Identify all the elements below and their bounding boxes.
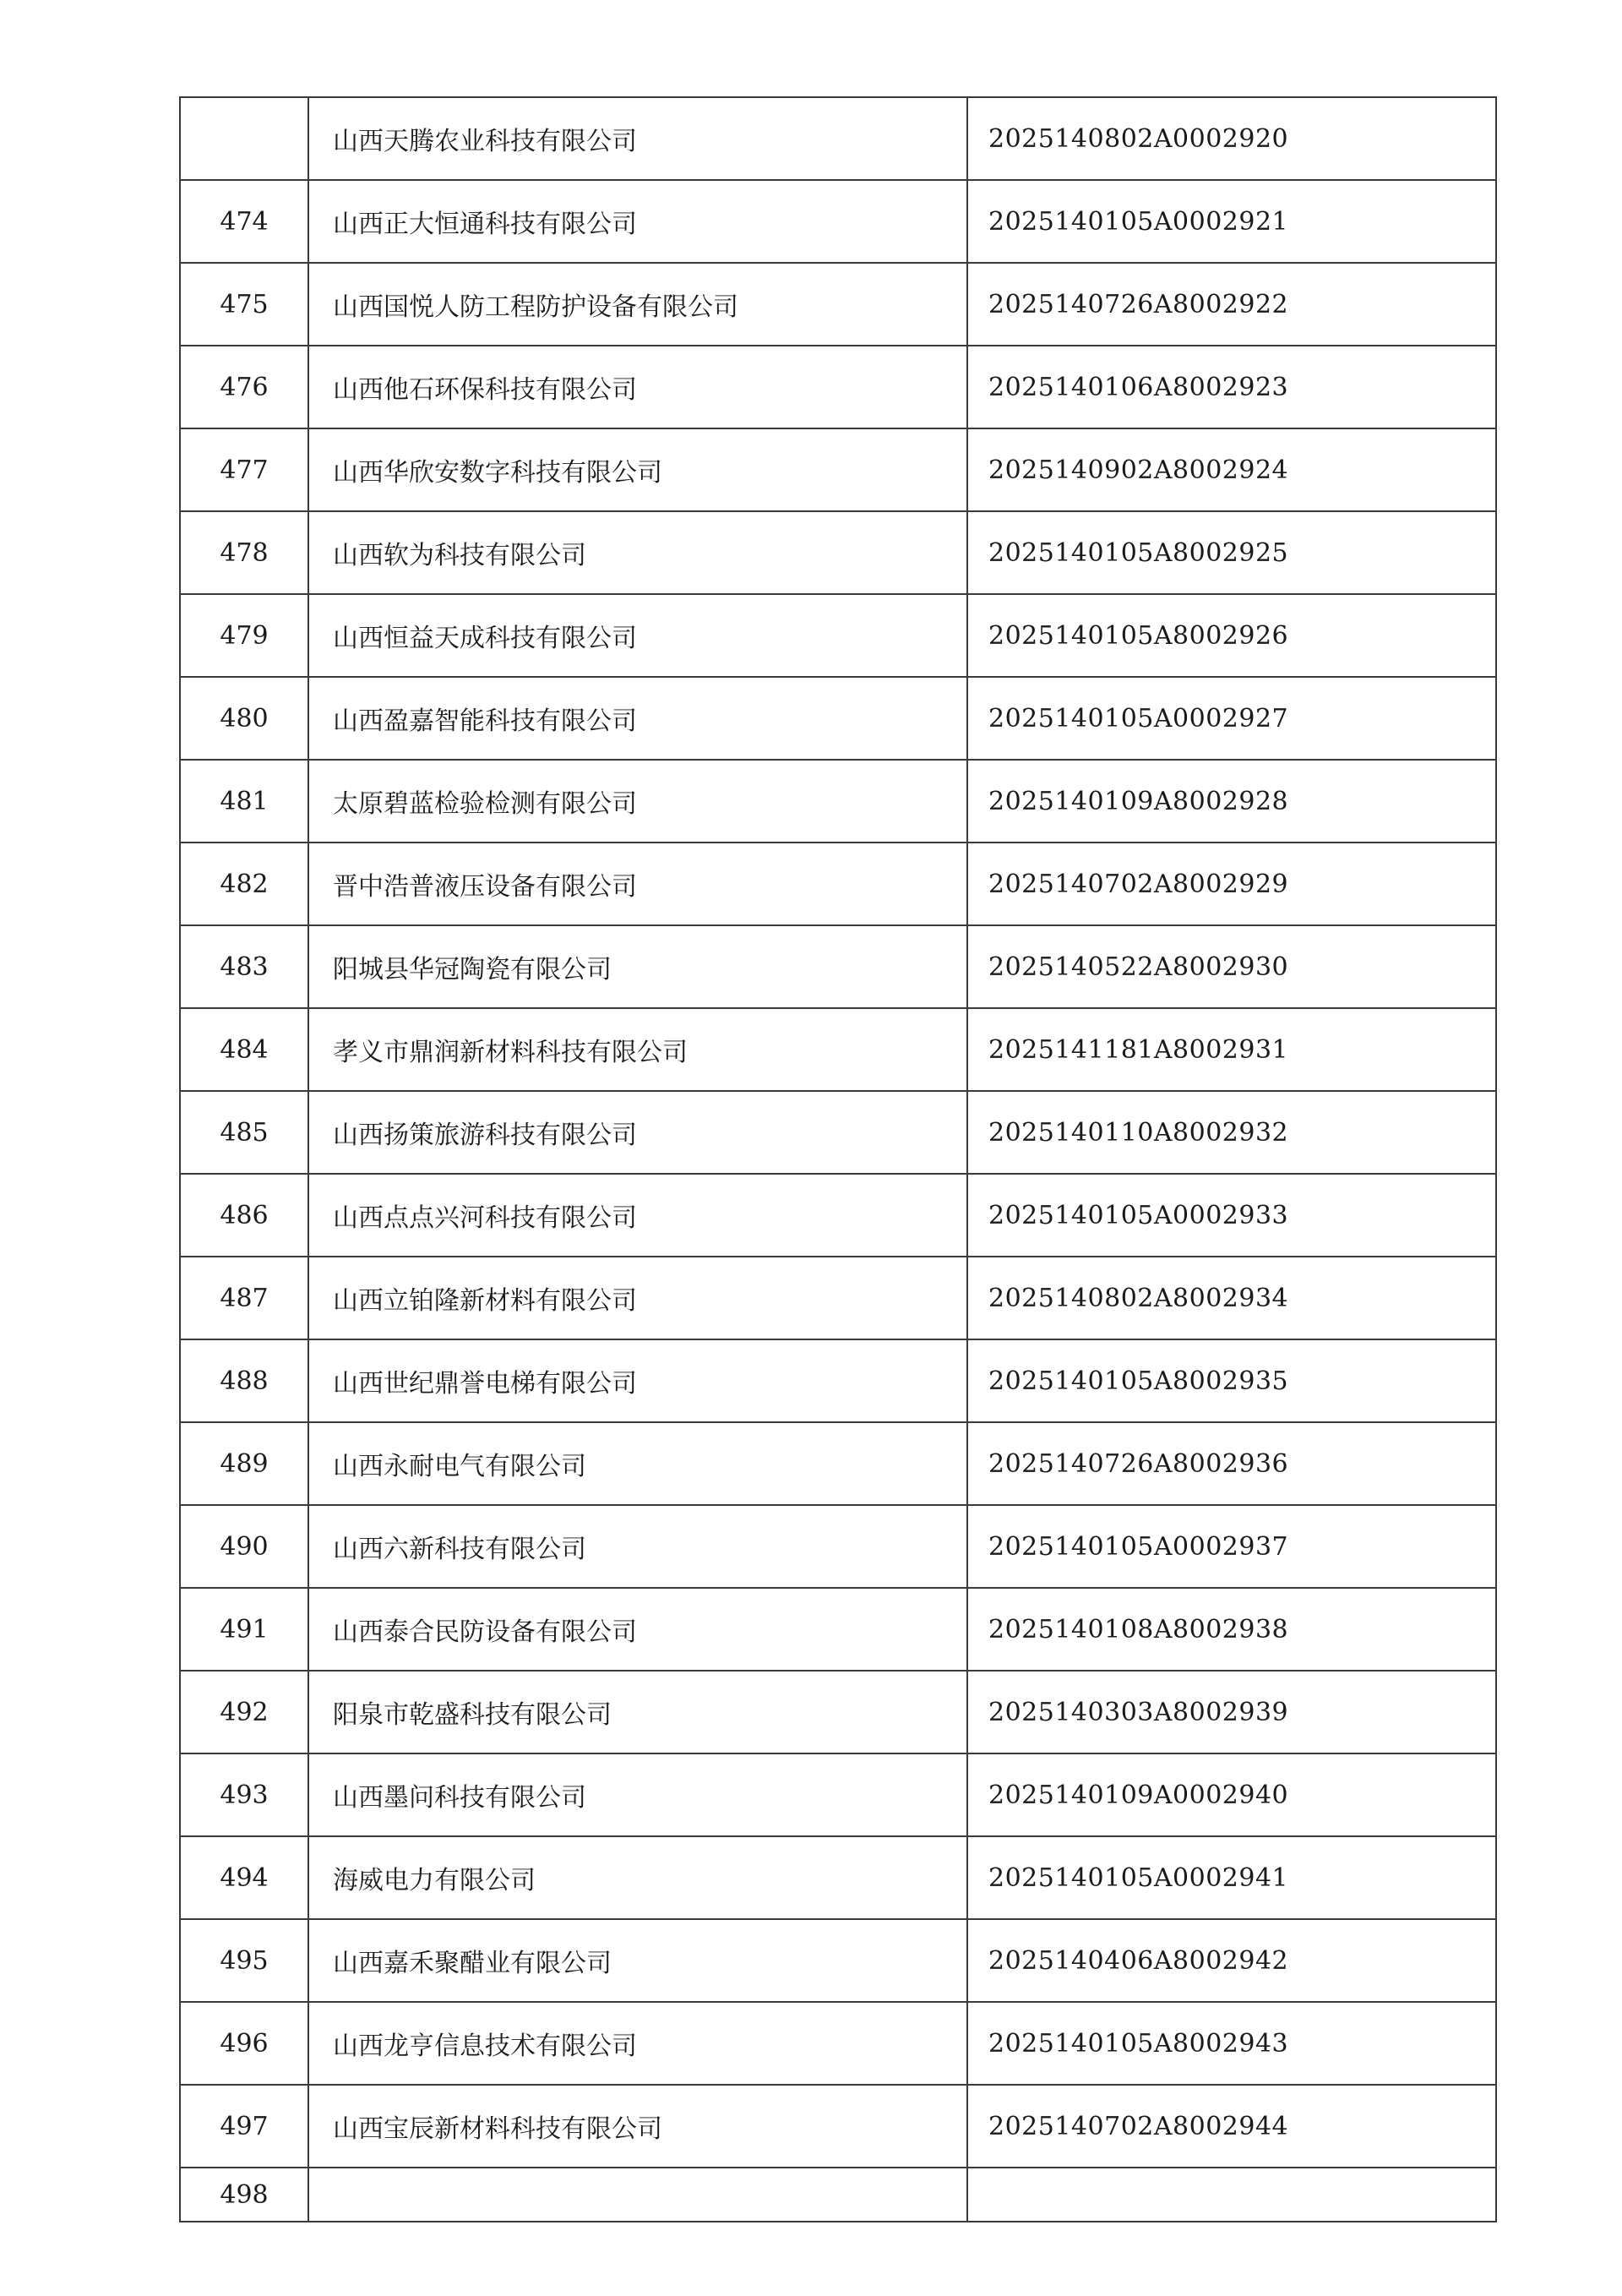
company-name-cell: 山西宝辰新材料科技有限公司 [308, 2085, 967, 2168]
registration-code-cell: 2025141181A8002931 [967, 1008, 1496, 1091]
company-name-cell: 山西世纪鼎誉电梯有限公司 [308, 1339, 967, 1422]
table-row [180, 428, 1496, 511]
registration-code-cell: 2025140110A8002932 [967, 1091, 1496, 1174]
company-name-cell: 山西永耐电气有限公司 [308, 1422, 967, 1505]
company-name-cell: 山西天腾农业科技有限公司 [308, 97, 967, 180]
table-row [180, 1422, 1496, 1505]
table-row [180, 2002, 1496, 2085]
registration-code-cell: 2025140105A0002927 [967, 677, 1496, 760]
row-number-cell: 498 [180, 2168, 308, 2222]
row-number-cell: 487 [180, 1257, 308, 1339]
registration-code-cell: 2025140802A0002920 [967, 97, 1496, 180]
row-number-cell: 495 [180, 1919, 308, 2002]
row-number-cell: 479 [180, 594, 308, 677]
company-name-cell: 山西他石环保科技有限公司 [308, 346, 967, 428]
company-name-cell: 山西正大恒通科技有限公司 [308, 180, 967, 263]
registration-code-cell: 2025140702A8002944 [967, 2085, 1496, 2168]
table-row [180, 1588, 1496, 1671]
registration-code-cell [967, 2168, 1496, 2222]
row-number-cell: 494 [180, 1836, 308, 1919]
registration-code-cell: 2025140108A8002938 [967, 1588, 1496, 1671]
table-row [180, 1671, 1496, 1753]
table-row [180, 760, 1496, 843]
table-row [180, 1008, 1496, 1091]
row-number-cell: 497 [180, 2085, 308, 2168]
row-number-cell: 476 [180, 346, 308, 428]
registration-code-cell: 2025140105A8002925 [967, 511, 1496, 594]
row-number-cell: 488 [180, 1339, 308, 1422]
table-row [180, 511, 1496, 594]
company-name-cell: 山西华欣安数字科技有限公司 [308, 428, 967, 511]
row-number-cell: 480 [180, 677, 308, 760]
registration-code-cell: 2025140105A0002941 [967, 1836, 1496, 1919]
company-name-cell: 山西墨问科技有限公司 [308, 1753, 967, 1836]
row-number-cell: 483 [180, 925, 308, 1008]
row-number-cell: 477 [180, 428, 308, 511]
table-row [180, 346, 1496, 428]
row-number-cell [180, 97, 308, 180]
table-row [180, 677, 1496, 760]
company-name-cell: 海威电力有限公司 [308, 1836, 967, 1919]
registration-code-cell: 2025140105A8002926 [967, 594, 1496, 677]
row-number-cell: 493 [180, 1753, 308, 1836]
company-name-cell: 山西恒益天成科技有限公司 [308, 594, 967, 677]
company-name-cell: 山西软为科技有限公司 [308, 511, 967, 594]
row-number-cell: 490 [180, 1505, 308, 1588]
table-row [180, 1505, 1496, 1588]
registration-code-cell: 2025140522A8002930 [967, 925, 1496, 1008]
company-name-cell: 山西泰合民防设备有限公司 [308, 1588, 967, 1671]
company-name-cell: 山西立铂隆新材料有限公司 [308, 1257, 967, 1339]
registration-code-cell: 2025140105A0002933 [967, 1174, 1496, 1257]
table-row [180, 2168, 1496, 2222]
table-row [180, 1257, 1496, 1339]
table-row [180, 180, 1496, 263]
table-row [180, 1836, 1496, 1919]
table-row [180, 594, 1496, 677]
registration-code-cell: 2025140105A8002935 [967, 1339, 1496, 1422]
company-name-cell: 阳泉市乾盛科技有限公司 [308, 1671, 967, 1753]
registration-code-cell: 2025140406A8002942 [967, 1919, 1496, 2002]
registration-code-cell: 2025140109A8002928 [967, 760, 1496, 843]
company-name-cell: 山西点点兴河科技有限公司 [308, 1174, 967, 1257]
row-number-cell: 496 [180, 2002, 308, 2085]
table-row [180, 1919, 1496, 2002]
company-name-cell: 山西盈嘉智能科技有限公司 [308, 677, 967, 760]
company-name-cell: 山西扬策旅游科技有限公司 [308, 1091, 967, 1174]
company-name-cell: 山西国悦人防工程防护设备有限公司 [308, 263, 967, 346]
row-number-cell: 485 [180, 1091, 308, 1174]
row-number-cell: 482 [180, 843, 308, 925]
registration-code-cell: 2025140106A8002923 [967, 346, 1496, 428]
row-number-cell: 491 [180, 1588, 308, 1671]
table-row [180, 97, 1496, 180]
company-name-cell [308, 2168, 967, 2222]
company-name-cell: 山西嘉禾聚醋业有限公司 [308, 1919, 967, 2002]
table-body [180, 97, 1496, 2222]
table-row [180, 843, 1496, 925]
registration-code-cell: 2025140726A8002922 [967, 263, 1496, 346]
table-row [180, 1174, 1496, 1257]
company-name-cell: 晋中浩普液压设备有限公司 [308, 843, 967, 925]
table-row [180, 2085, 1496, 2168]
row-number-cell: 492 [180, 1671, 308, 1753]
company-registration-table [179, 96, 1497, 2222]
row-number-cell: 484 [180, 1008, 308, 1091]
registration-code-cell: 2025140105A0002921 [967, 180, 1496, 263]
table-row [180, 1339, 1496, 1422]
row-number-cell: 475 [180, 263, 308, 346]
row-number-cell: 478 [180, 511, 308, 594]
company-name-cell: 太原碧蓝检验检测有限公司 [308, 760, 967, 843]
registration-code-cell: 2025140802A8002934 [967, 1257, 1496, 1339]
company-name-cell: 山西龙亨信息技术有限公司 [308, 2002, 967, 2085]
table-row [180, 1753, 1496, 1836]
registration-code-cell: 2025140105A0002937 [967, 1505, 1496, 1588]
table-row [180, 925, 1496, 1008]
row-number-cell: 474 [180, 180, 308, 263]
row-number-cell: 486 [180, 1174, 308, 1257]
table-row [180, 263, 1496, 346]
registration-code-cell: 2025140902A8002924 [967, 428, 1496, 511]
company-name-cell: 山西六新科技有限公司 [308, 1505, 967, 1588]
row-number-cell: 489 [180, 1422, 308, 1505]
registration-code-cell: 2025140303A8002939 [967, 1671, 1496, 1753]
company-name-cell: 阳城县华冠陶瓷有限公司 [308, 925, 967, 1008]
company-name-cell: 孝义市鼎润新材料科技有限公司 [308, 1008, 967, 1091]
registration-code-cell: 2025140105A8002943 [967, 2002, 1496, 2085]
table-row [180, 1091, 1496, 1174]
registration-code-cell: 2025140702A8002929 [967, 843, 1496, 925]
row-number-cell: 481 [180, 760, 308, 843]
registration-code-cell: 2025140109A0002940 [967, 1753, 1496, 1836]
registration-code-cell: 2025140726A8002936 [967, 1422, 1496, 1505]
